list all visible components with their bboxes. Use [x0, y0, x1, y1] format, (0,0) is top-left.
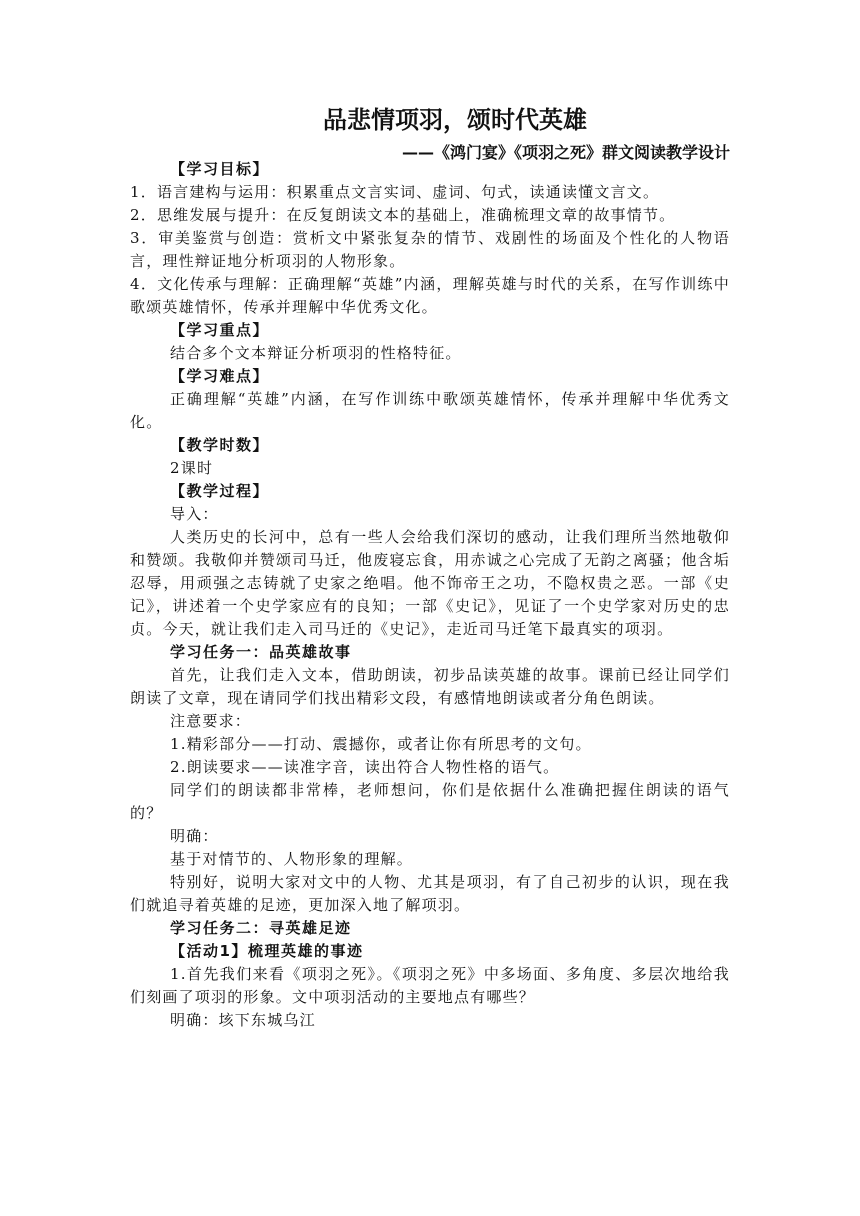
section-heading: 【教学时数】	[170, 436, 270, 454]
paragraph: 注意要求：	[170, 712, 252, 730]
paragraph: 基于对情节的、人物形象的理解。	[170, 850, 414, 868]
paragraph: 正确理解“英雄”内涵，在写作训练中歌颂英雄情怀，传承并理解中华优秀文化。	[130, 390, 730, 431]
section-heading: 【学习难点】	[170, 367, 270, 385]
paragraph: 特别好，说明大家对文中的人物、尤其是项羽，有了自己初步的认识，现在我们就追寻着英雄的足迹，更加深入地了解项羽。	[130, 873, 730, 914]
objective-item: 3．审美鉴赏与创造：赏析文中紧张复杂的情节、戏剧性的场面及个性化的人物语言，理性辩证地分析项羽的人物形象。	[130, 229, 730, 270]
document-body	[130, 158, 730, 1032]
paragraph: 同学们的朗读都非常棒，老师想问，你们是依据什么准确把握住朗读的语气的？	[130, 781, 730, 822]
activity-heading: 【活动1】梳理英雄的事迹	[170, 942, 364, 960]
task-heading: 学习任务一：品英雄故事	[170, 643, 352, 661]
paragraph: 明确：	[170, 827, 219, 845]
paragraph: 结合多个文本辩证分析项羽的性格特征。	[170, 344, 462, 362]
paragraph: 2课时	[170, 459, 214, 477]
section-heading: 【学习目标】	[170, 160, 270, 178]
paragraph: 1.精彩部分——打动、震撼你，或者让你有所思考的文句。	[170, 735, 592, 753]
objective-item: 4．文化传承与理解：正确理解“英雄”内涵，理解英雄与时代的关系，在写作训练中歌颂英雄情怀，传承并理解中华优秀文化。	[130, 275, 730, 316]
task-heading: 学习任务二：寻英雄足迹	[170, 919, 352, 937]
objective-item: 2．思维发展与提升：在反复朗读文本的基础上，准确梳理文章的故事情节。	[130, 206, 676, 224]
section-heading: 【学习重点】	[170, 321, 270, 339]
paragraph: 人类历史的长河中，总有一些人会给我们深切的感动，让我们理所当然地敬仰和赞颂。我敬仰并赞颂司马迁，他废寝忘食，用赤诚之心完成了无韵之离骚；他含垢忍辱，用顽强之志铸就了史家之绝唱。他不饰帝王之功，不隐权贵之恶。一部《史记》，讲述着一个史学家应有的良知；一部《史记》，见证了一个史学家对历史的忠贞。今天，就让我们走入司马迁的《史记》，走近司马迁笔下最真实的项羽。	[130, 528, 730, 638]
objective-item: 1．语言建构与运用：积累重点文言实词、虚词、句式，读通读懂文言文。	[130, 183, 660, 201]
paragraph: 明确：垓下东城乌江	[170, 1011, 316, 1029]
paragraph: 1.首先我们来看《项羽之死》。《项羽之死》中多场面、多角度、多层次地给我们刻画了项羽的形象。文中项羽活动的主要地点有哪些？	[130, 965, 730, 1006]
paragraph: 2.朗读要求——读准字音，读出符合人物性格的语气。	[170, 758, 560, 776]
paragraph: 首先，让我们走入文本，借助朗读，初步品读英雄的故事。课前已经让同学们朗读了文章，现在请同学们找出精彩文段，有感情地朗读或者分角色朗读。	[130, 666, 730, 707]
paragraph: 导入：	[170, 505, 219, 523]
document-subtitle: ——《鸿门宴》《项羽之死》群文阅读教学设计	[401, 143, 730, 162]
section-heading: 【教学过程】	[170, 482, 270, 500]
document-title: 品悲情项羽，颂时代英雄	[323, 106, 587, 134]
